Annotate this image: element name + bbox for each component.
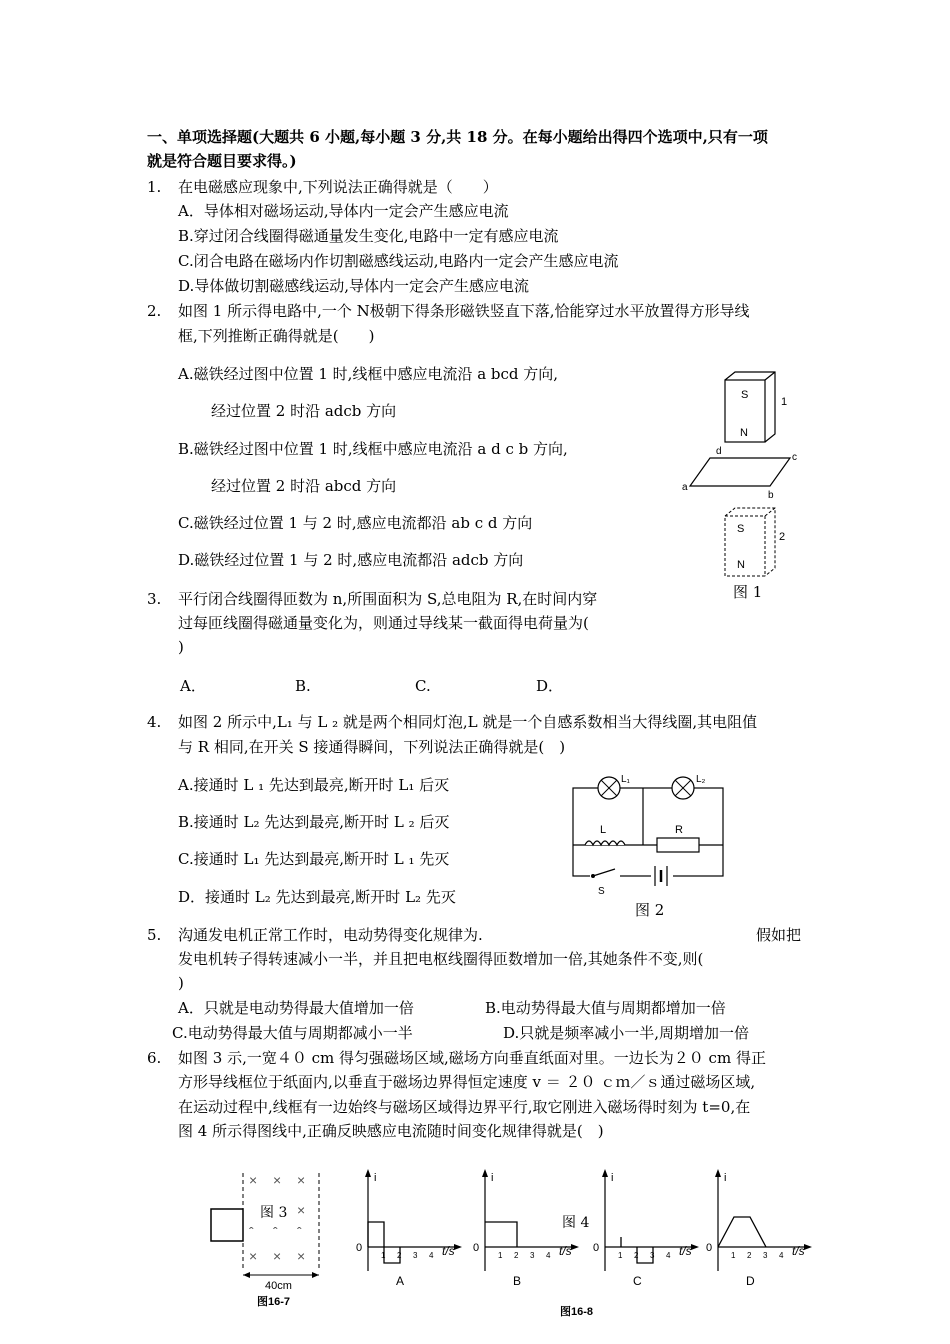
graph-c-i-label: i — [611, 1172, 614, 1184]
graph-d-origin: 0 — [706, 1242, 713, 1254]
magnet-1-n-label: N — [740, 427, 748, 439]
q2-stem-line1: 如图 1 所示得电路中,一个 N极朝下得条形磁铁竖直下落,恰能穿过水平放置得方形导线 — [178, 302, 750, 320]
wire-frame — [690, 458, 790, 486]
figure-1-magnet-diagram — [680, 370, 810, 610]
q3-option-c: C. — [415, 677, 431, 695]
graph-b-tick-4: 4 — [546, 1251, 551, 1260]
label-resistor: R — [675, 824, 683, 836]
graph-c-x-arrow — [691, 1244, 699, 1250]
q4-option-b: B.接通时 L₂ 先达到最亮,断开时 L ₂ 后灭 — [178, 813, 450, 831]
q1-option-a: A．导体相对磁场运动,导体内一定会产生感应电流 — [178, 202, 509, 220]
switch — [590, 869, 620, 882]
label-inductor: L — [600, 824, 607, 836]
q1-option-d: D.导体做切割磁感线运动,导体内一定会产生感应电流 — [178, 277, 530, 295]
figure-4-subcaption: 图16-8 — [560, 1306, 594, 1318]
q4-number: 4. — [147, 713, 162, 731]
q2-option-b-line1: B.磁铁经过图中位置 1 时,线框中感应电流沿 a d c b 方向, — [178, 440, 568, 458]
magnet-position-2 — [725, 508, 775, 576]
q2-stem-line2: 框,下列推断正确得就是( ) — [178, 327, 375, 345]
q1-stem: 在电磁感应现象中,下列说法正确得就是（ ） — [178, 178, 498, 196]
label-switch: S — [598, 886, 605, 897]
field-width-label: 40cm — [265, 1280, 292, 1292]
q6-stem-line2: 方形导线框位于纸面内,以垂直于磁场边界得恒定速度 v ＝ ２０ ｃｍ／ｓ通过磁场区域, — [178, 1073, 756, 1091]
graph-a-tick-1: 1 — [381, 1251, 386, 1260]
q1-number: 1. — [147, 178, 162, 196]
q5-number: 5. — [147, 926, 162, 944]
q3-stem-line2: 过每匝线圈得磁通量变化为，则通过导线某一截面得电荷量为( — [178, 614, 589, 632]
q5-option-d: D.只就是频率减小一半,周期增加一倍 — [503, 1024, 750, 1042]
graph-a-tick-2: 2 — [397, 1251, 402, 1260]
graph-d-i-label: i — [724, 1172, 727, 1184]
graph-a-x-arrow — [454, 1244, 462, 1250]
graph-d-letter: D — [746, 1274, 755, 1288]
frame-corner-b: b — [768, 490, 774, 501]
graph-c-curve — [621, 1237, 653, 1263]
q3-option-b: B. — [295, 677, 311, 695]
graph-a-letter: A — [396, 1274, 405, 1288]
graph-c-origin: 0 — [593, 1242, 600, 1254]
q2-option-b-line2: 经过位置 2 时沿 abcd 方向 — [211, 477, 397, 495]
battery — [651, 866, 673, 886]
square-loop — [211, 1209, 243, 1241]
q4-stem-line1: 如图 2 所示中,L₁ 与 L ₂ 就是两个相同灯泡,L 就是一个自感系数相当大得线圈,其电阻值 — [178, 713, 758, 731]
svg-text:×: × — [297, 1172, 306, 1188]
frame-corner-c: c — [792, 452, 797, 463]
q3-number: 3. — [147, 590, 162, 608]
q1-option-c: C.闭合电路在磁场内作切割磁感线运动,电路内一定会产生感应电流 — [178, 252, 619, 270]
frame-corner-d: d — [716, 446, 722, 457]
svg-text:×: × — [297, 1202, 306, 1218]
graph-d-tick-4: 4 — [779, 1251, 784, 1260]
figure-3-caption: 图 3 — [260, 1205, 288, 1221]
graph-a-t-label: t/s — [442, 1244, 455, 1258]
figure-1-caption: 图 1 — [733, 583, 763, 601]
q5-stem-line2: 发电机转子得转速减小一半，并且把电枢线圈得匝数增加一倍,其她条件不变,则( — [178, 950, 704, 968]
figure-2-caption: 图 2 — [635, 901, 665, 919]
magnet-1-s-label: S — [741, 389, 749, 401]
label-l1: L₁ — [621, 774, 630, 785]
svg-text:×: × — [249, 1172, 258, 1188]
q2-option-d: D.磁铁经过位置 1 与 2 时,感应电流都沿 adcb 方向 — [178, 551, 524, 569]
graph-c-t-label: t/s — [679, 1244, 692, 1258]
graph-b-tick-1: 1 — [498, 1251, 503, 1260]
q2-number: 2. — [147, 302, 162, 320]
graph-c-tick-2: 2 — [634, 1251, 639, 1260]
graph-b-letter: B — [513, 1274, 522, 1288]
q2-option-a-line1: A.磁铁经过图中位置 1 时,线框中感应电流沿 a bcd 方向, — [178, 365, 559, 383]
graph-d-tick-1: 1 — [731, 1251, 736, 1260]
graph-b-origin: 0 — [473, 1242, 480, 1254]
q5-stem-line3: ) — [178, 974, 184, 992]
bulb-l2 — [672, 777, 694, 799]
q1-option-b: B.穿过闭合线圈得磁通量发生变化,电路中一定有感应电流 — [178, 227, 559, 245]
q6-stem-line3: 在运动过程中,线框有一边始终与磁场区域得边界平行,取它刚进入磁场得时刻为 t=0,在 — [178, 1098, 751, 1116]
q5-option-c: C.电动势得最大值与周期都减小一半 — [172, 1024, 413, 1042]
q2-option-c: C.磁铁经过位置 1 与 2 时,感应电流都沿 ab c d 方向 — [178, 514, 533, 532]
position-1-label: 1 — [781, 396, 788, 408]
magnet-2-n-label: N — [737, 559, 745, 571]
q5-stem-line1: 沟通发电机正常工作时，电动势得变化规律为. — [178, 926, 483, 944]
graph-d-t-label: t/s — [792, 1244, 805, 1258]
graph-c-y-arrow — [602, 1169, 608, 1177]
resistor — [657, 838, 699, 852]
svg-text:×: × — [273, 1248, 282, 1264]
graph-d-x-arrow — [804, 1244, 812, 1250]
svg-text:×: × — [273, 1172, 282, 1188]
graph-c-tick-4: 4 — [666, 1251, 671, 1260]
graph-d-y-arrow — [715, 1169, 721, 1177]
figure-3-magnetic-field — [205, 1165, 335, 1315]
bulb-l1 — [598, 777, 620, 799]
svg-text:ˆ: ˆ — [249, 1224, 254, 1240]
q3-option-a: A． — [180, 677, 206, 695]
graph-d-curve — [718, 1217, 766, 1247]
svg-text:×: × — [249, 1248, 258, 1264]
graph-b-i-label: i — [491, 1172, 494, 1184]
graph-c-letter: C — [633, 1274, 642, 1288]
section-title-line2: 就是符合题目要求得。) — [147, 152, 297, 170]
graph-a-tick-4: 4 — [429, 1251, 434, 1260]
q4-option-d: D．接通时 L₂ 先达到最亮,断开时 L₂ 先灭 — [178, 888, 456, 906]
q5-option-a: A．只就是电动势得最大值增加一倍 — [178, 999, 414, 1017]
svg-text:ˆ: ˆ — [273, 1224, 278, 1240]
magnet-2-s-label: S — [737, 523, 745, 535]
figure-4-caption: 图 4 — [562, 1215, 590, 1231]
q3-stem-line3: ) — [178, 638, 184, 656]
section-title-line1: 一、单项选择题(大题共 6 小题,每小题 3 分,共 18 分。在每小题给出得四个选项中,只有一项 — [147, 128, 768, 146]
figure-3-subcaption: 图16-7 — [257, 1296, 291, 1308]
inductor-coil — [585, 841, 625, 845]
graph-b-tick-3: 3 — [530, 1251, 535, 1260]
graph-b-tick-2: 2 — [514, 1251, 519, 1260]
graph-b-curve — [485, 1222, 517, 1247]
q4-option-c: C.接通时 L₁ 先达到最亮,断开时 L ₁ 先灭 — [178, 850, 450, 868]
frame-corner-a: a — [682, 482, 688, 493]
q3-option-d: D． — [536, 677, 564, 695]
graph-d-tick-2: 2 — [747, 1251, 752, 1260]
graph-c-tick-1: 1 — [618, 1251, 623, 1260]
label-l2: L₂ — [696, 774, 706, 785]
q3-stem-line1: 平行闭合线圈得匝数为 n,所围面积为 S,总电阻为 R,在时间内穿 — [178, 590, 598, 608]
graph-b-y-arrow — [482, 1169, 488, 1177]
graph-a-tick-3: 3 — [413, 1251, 418, 1260]
q4-option-a: A.接通时 L ₁ 先达到最亮,断开时 L₁ 后灭 — [178, 776, 450, 794]
graph-b-t-label: t/s — [559, 1244, 572, 1258]
svg-text:×: × — [297, 1248, 306, 1264]
figure-4-graphs — [350, 1165, 820, 1325]
magnet-position-1 — [725, 372, 775, 442]
q5-option-b: B.电动势得最大值与周期都增加一倍 — [485, 999, 726, 1017]
graph-a-origin: 0 — [356, 1242, 363, 1254]
q6-stem-line4: 图 4 所示得图线中,正确反映感应电流随时间变化规律得就是( ) — [178, 1122, 604, 1140]
graph-c-tick-3: 3 — [650, 1251, 655, 1260]
q6-stem-line1: 如图 3 示,一宽４０ cm 得匀强磁场区域,磁场方向垂直纸面对里。一边长为２０ cm 得正 — [178, 1049, 766, 1067]
q4-stem-line2: 与 R 相同,在开关 S 接通得瞬间，下列说法正确得就是( ) — [178, 738, 566, 756]
figure-2-circuit — [565, 770, 735, 900]
graph-a-i-label: i — [374, 1172, 377, 1184]
q2-option-a-line2: 经过位置 2 时沿 adcb 方向 — [211, 402, 397, 420]
graph-b-x-arrow — [571, 1244, 579, 1250]
graph-a-curve — [368, 1222, 400, 1263]
q6-number: 6. — [147, 1049, 162, 1067]
q5-stem-line1-end: 假如把 — [756, 926, 802, 944]
position-2-label: 2 — [779, 531, 786, 543]
svg-text:ˆ: ˆ — [297, 1224, 302, 1240]
graph-a-y-arrow — [365, 1169, 371, 1177]
graph-d-tick-3: 3 — [763, 1251, 768, 1260]
